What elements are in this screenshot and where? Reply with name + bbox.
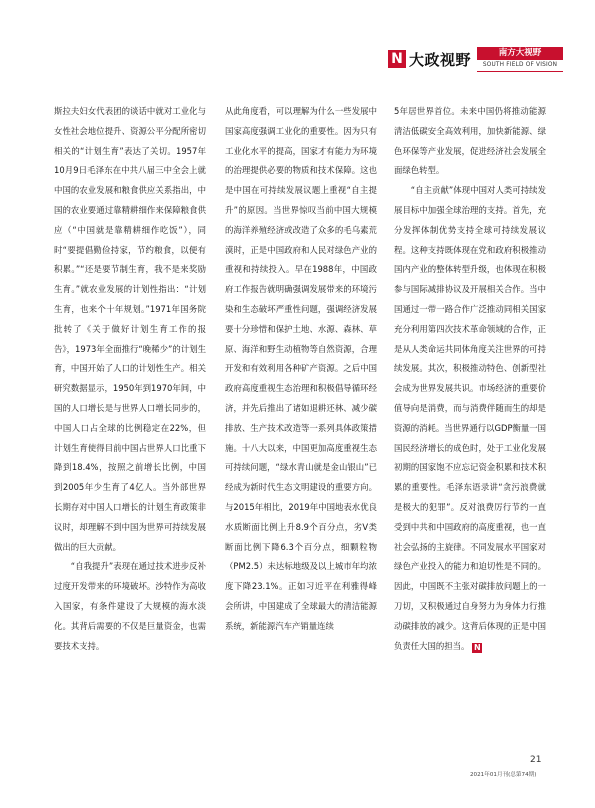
issue-info: 2021年01月刊(总第74期) [470, 772, 537, 778]
masthead [388, 44, 563, 74]
text-column-1 [54, 102, 206, 656]
text-column-2 [225, 102, 377, 637]
paragraph: “自我提升”表现在通过技术进步反补过度开发带来的环境破坏。沙特作为高收入国家，有条件建设了大规模的海水淡化。其背后需要的不仅是巨量资金，也需要技术支持。 [54, 561, 206, 651]
paragraph-text: “自主贡献”体现中国对人类可持续发展目标中加强全球治理的支持。首先，充分发挥体制优势支持全球可持续发展议程。这种支持既体现在党和政府积极推动国内产业的整体转型升级，也体现在积极参与国际减排协议及开展相关合作。当中国通过一带一路合作广泛推动同相关国家充分利用第四次技术革命领域的合作，正是从人类命运共同体角度关注世界的可持续发展。其次，积极推动特色、创新型社会成为世界发展共识。市场经济的重要价值导向是消费，而与消费伴随而生的却是资源的消耗。当世界通行以GDP衡量一国国民经济增长的成色时，处于工业化发展初期的国家饱不应忘记资金积累和技术积累的重要性。毛泽东语录讲“贪污浪费就是极大的犯罪”。反对浪费厉行节约一直受到中共和中国政府的高度重视，也一直社会弘扬的主旋律。不同发展水平国家对绿色产业投入的能力和迫切性是不同的。因此，中国既不主张对碳排放问题上的一刀切，又积极通过自身努力为身体力行推动碳排放的减少。这背后体现的正是中国负责任大国的担当。 [394, 185, 546, 651]
text-column-3 [394, 102, 546, 656]
paragraph: 斯拉夫妇女代表团的谈话中就对工业化与女性社会地位提升、资源公平分配所密切相关的“计划生育”表达了关切。1957年10月9日毛泽东在中共八届三中全会上就中国的农业发展和粮食供应关系指出，中国的农业要通过靠精耕细作来保障粮食供应（“中国就是靠精耕细作吃饭”），同时“要提倡勤俭持家，节约粮食，以便有积累。”“还是要节制生育，我不是来奖励生育。”就农业发展的计划性指出：“计划生育，也来个十年规划。”1971年国务院批转了《关于做好计划生育工作的报告》，1973年全面推行“晚稀少”的计划生育，中国开始了人口的计划性生产。相关研究数据显示，1950年到1970年间，中国的人口增长是与世界人口增长同步的，中国人口占全球的比例稳定在22%，但计划生育使得目前中国占世界人口比重下降到18.4%，按照之前增长比例，中国到2005年少生育了4亿人。当外部世界长期存对中国人口增长的计划生育政策非议时，却理解不到中国为世界可持续发展做出的巨大贡献。 [54, 106, 206, 552]
brand-name-en: SOUTH FIELD OF VISION [477, 60, 563, 72]
n-logo-icon: N [388, 50, 406, 68]
end-mark-icon: N [474, 642, 481, 652]
page-number: 21 [530, 755, 542, 765]
brand-block [477, 47, 563, 72]
paragraph-final [394, 181, 546, 656]
section-title: 大政视野 [409, 50, 472, 69]
article-body [54, 102, 552, 752]
paragraph: 5年居世界首位。未来中国仍将推动能源清洁低碳安全高效利用，加快新能源、绿色环保等产业发展，促进经济社会发展全面绿色转型。 [394, 106, 546, 176]
brand-name-cn: 南方大视野 [477, 47, 563, 60]
paragraph: 从此角度看，可以理解为什么一些发展中国家高度强调工业化的重要性。因为只有工业化水平的提高，国家才有能力为环境的治理提供必要的物质和技术保障。这也是中国在可持续发展议题上重视“自主提升”的原因。当世界惊叹当前中国大规模的海洋养殖经济或改造了众多的毛乌素荒漠时，正是中国政府和人民对绿色产业的重视和持续投入。早在1988年，中国政府工作报告就明确强调发展带来的环境污染和生态破坏严重性问题，强调经济发展要十分珍惜和保护土地、水源、森林、草原、海洋和野生动植物等自然资源，合理开发和有效利用各种矿产资源。之后中国政府高度重视生态治理和积极倡导循环经济，并先后推出了诸如退耕还林、减少碳排放、生产技术改造等一系列具体政策措施。十八大以来，中国更加高度重视生态可持续问题，“绿水青山就是金山银山”已经成为新时代生态文明建设的重要方向。与2015年相比，2019年中国地表水优良水质断面比例上升8.9个百分点，劣Ⅴ类断面比例下降6.3个百分点，细颗粒物（PM2.5）未达标地级及以上城市年均浓度下降23.1%。正如习近平在利雅得峰会所讲，中国建成了全球最大的清洁能源系统，新能源汽车产销量连续 [225, 106, 377, 631]
